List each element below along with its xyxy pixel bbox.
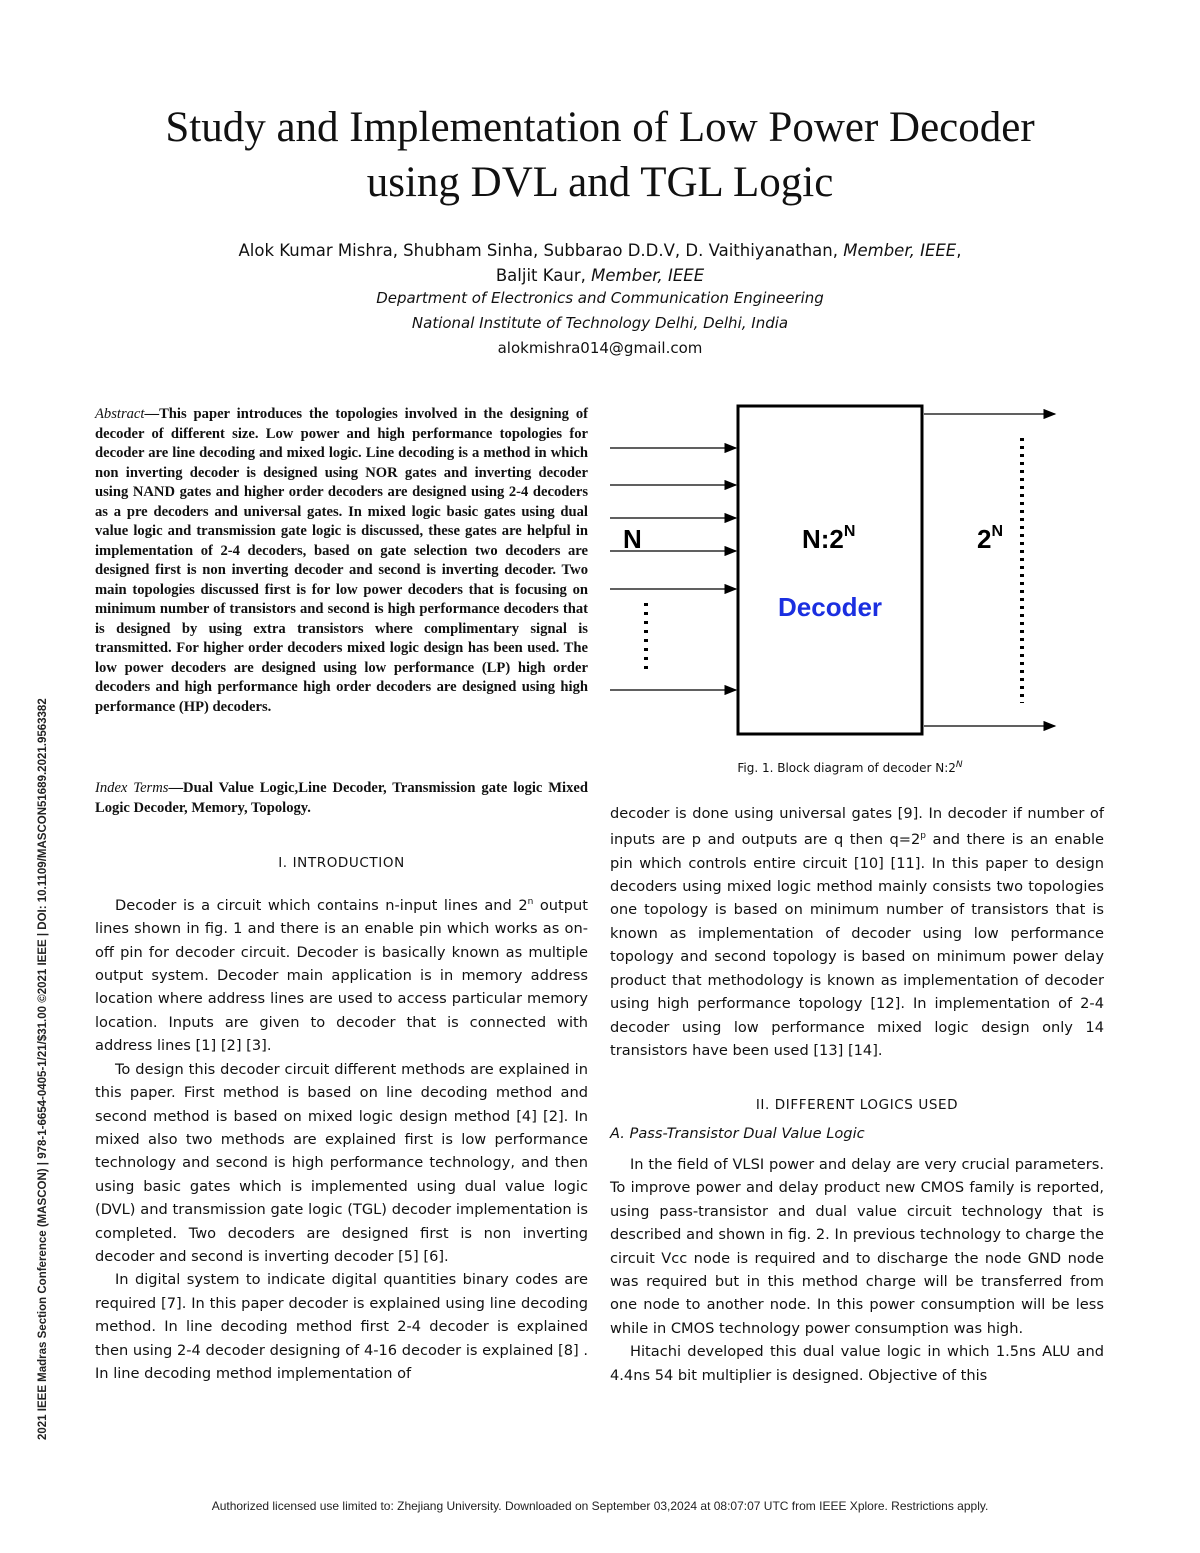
author-list: Alok Kumar Mishra, Shubham Sinha, Subbarao D.D.V, D. Vaithiyanathan, Member, IEEE, Baljit Kaur, Member, IEEE: [238, 241, 962, 285]
section-2-body: [610, 1153, 1104, 1387]
index-terms-text: —Dual Value Logic,Line Decoder, Transmission gate logic Mixed Logic Decoder, Memory, Topology.: [95, 780, 588, 816]
paragraph: Decoder is a circuit which contains n-input lines and 2$^n$ output lines shown in fig. 1 and there is an enable pin which works as on-off pin for decoder circuit. Decoder is basically known as multiple output system. Decoder main application is in memory address location where address lines are used to access particular memory location. Inputs are given to decoder that is connected with address lines [1] [2] [3].: [95, 896, 588, 1055]
figure-caption: Fig. 1. Block diagram of decoder $N:2^N$: [737, 760, 963, 775]
figure-decoder-block-diagram: [605, 398, 1075, 748]
authors-line-2: Baljit Kaur,: [495, 266, 592, 285]
author-role: Member, IEEE: [843, 241, 957, 260]
abstract-text: —This paper introduces the topologies involved in the designing of decoder of different size. Low power and high performance topologies for decoder are line decoding and mixed logic. Line decoding is a method in which non inverting decoder is designed using NOR gates and inverting decoder using NAND gates and higher order decoders are designed using 2-4 decoders as a pre decoders and universal gates. In mixed logic basic gates using dual value logic and transmission gate logic is discussed, these gates are helpful in implementation of 2-4 decoders, based on gate selection two decoders are designed first is non inverting decoder and second is inverting decoder. Two main topologies discussed first is for low power decoders that is focusing on minimum number of transistors and second is high performance decoders that is designed by using extra transistors where complimentary signal is transmitted. For higher order decoders mixed logic design has been used. The low power decoders are designed using low performance (LP) high order decoders and high performance high order decoders are designed using high performance (HP) decoders.: [95, 406, 588, 715]
paper-title: [60, 100, 1140, 210]
section-heading-logics: II. DIFFERENT LOGICS USED: [755, 1097, 959, 1113]
decoder-box: [738, 406, 922, 734]
subsection-heading-dvl: A. Pass-Transistor Dual Value Logic: [610, 1125, 865, 1142]
input-label: N: [623, 524, 642, 554]
author-role: Member, IEEE: [591, 266, 705, 285]
title-line-2: using DVL and TGL Logic: [366, 159, 834, 206]
paragraph: In digital system to indicate digital quantities binary codes are required [7]. In this paper decoder is explained using line decoding method. In line decoding method first 2-4 decoder is explained then using 2-4 decoder designing of 4-16 decoder is explained [8] . In line decoding method implementation of: [95, 1271, 588, 1382]
paragraph: Hitachi developed this dual value logic in which 1.5ns ALU and 4.4ns 54 bit multiplier is designed. Objective of this: [610, 1343, 1104, 1384]
title-line-1: Study and Implementation of Low Power Decoder: [165, 104, 1035, 151]
intro-body: [95, 891, 588, 1385]
section-heading-introduction: I. INTRODUCTION: [278, 855, 405, 871]
paragraph: decoder is done using universal gates [9]. In decoder if number of inputs are p and outputs are q then $q=2^p$ and there is an enable pin which controls entire circuit [10] [11]. In this paper to design decoders using mixed logic method mainly consists two topologies one topology is based on minimum number of transistors that is known as implementation of decoder using low performance topology and second topology is based on minimum power delay product that methodology is known as implementation of decoder using high performance topology [12]. In implementation of 2-4 decoder using low performance mixed logic design only 14 transistors have been used [13] [14].: [610, 805, 1105, 1059]
paragraph: To design this decoder circuit different methods are explained in this paper. First method is based on line decoding method and second method is based on mixed logic design method [4] [2]. In mixed also two methods are explained first is low performance technology and second is high performance technology, and then using basic gates which is implemented using dual value logic (DVL) and transmission gate logic (TGL) decoder implementation is completed. Two decoders are designed first is non inverting decoder and second is inverting decoder [5] [6].: [95, 1060, 588, 1265]
right-column-body: [610, 802, 1104, 1062]
index-terms: [95, 779, 588, 818]
institute: National Institute of Technology Delhi, Delhi, India: [411, 314, 789, 332]
abstract: [95, 405, 588, 717]
department: Department of Electronics and Communication Engineering: [376, 289, 824, 307]
author-email: alokmishra014@gmail.com: [497, 339, 703, 357]
authors-line-1: Alok Kumar Mishra, Shubham Sinha, Subbarao D.D.V, D. Vaithiyanathan,: [238, 241, 844, 260]
input-lines: [610, 448, 736, 690]
footer-license: Authorized licensed use limited to: Zhejiang University. Downloaded on September 03,2024 at 08:07:07 UTC from IEEE Xplore. Restrictions apply.: [211, 1499, 989, 1513]
index-terms-label: Index Terms: [95, 780, 169, 796]
paragraph: In the field of VLSI power and delay are very crucial parameters. To improve power and delay product new CMOS family is reported, using pass-transistor and dual value circuit technology that is described and shown in fig. 2. In previous technology to charge the circuit Vcc node is required and to discharge the node GND node was required but in this method charge will be transferred from one node to another node. In this power consumption will be less while in CMOS technology power consumption was high.: [610, 1156, 1104, 1337]
abstract-label: Abstract: [95, 406, 145, 422]
output-lines: [924, 414, 1055, 726]
box-label-ratio: $N:2^N$: [802, 523, 856, 554]
sidebar-doi: 2021 IEEE Madras Section Conference (MASCON) | 978-1-6654-0405-1/21/$31.00 ©2021 IEEE | DOI: 10.1109/MASCON51689.2021.9563382: [37, 698, 49, 1440]
output-label: $2^N$: [977, 523, 1004, 554]
box-label-decoder: Decoder: [778, 592, 883, 622]
